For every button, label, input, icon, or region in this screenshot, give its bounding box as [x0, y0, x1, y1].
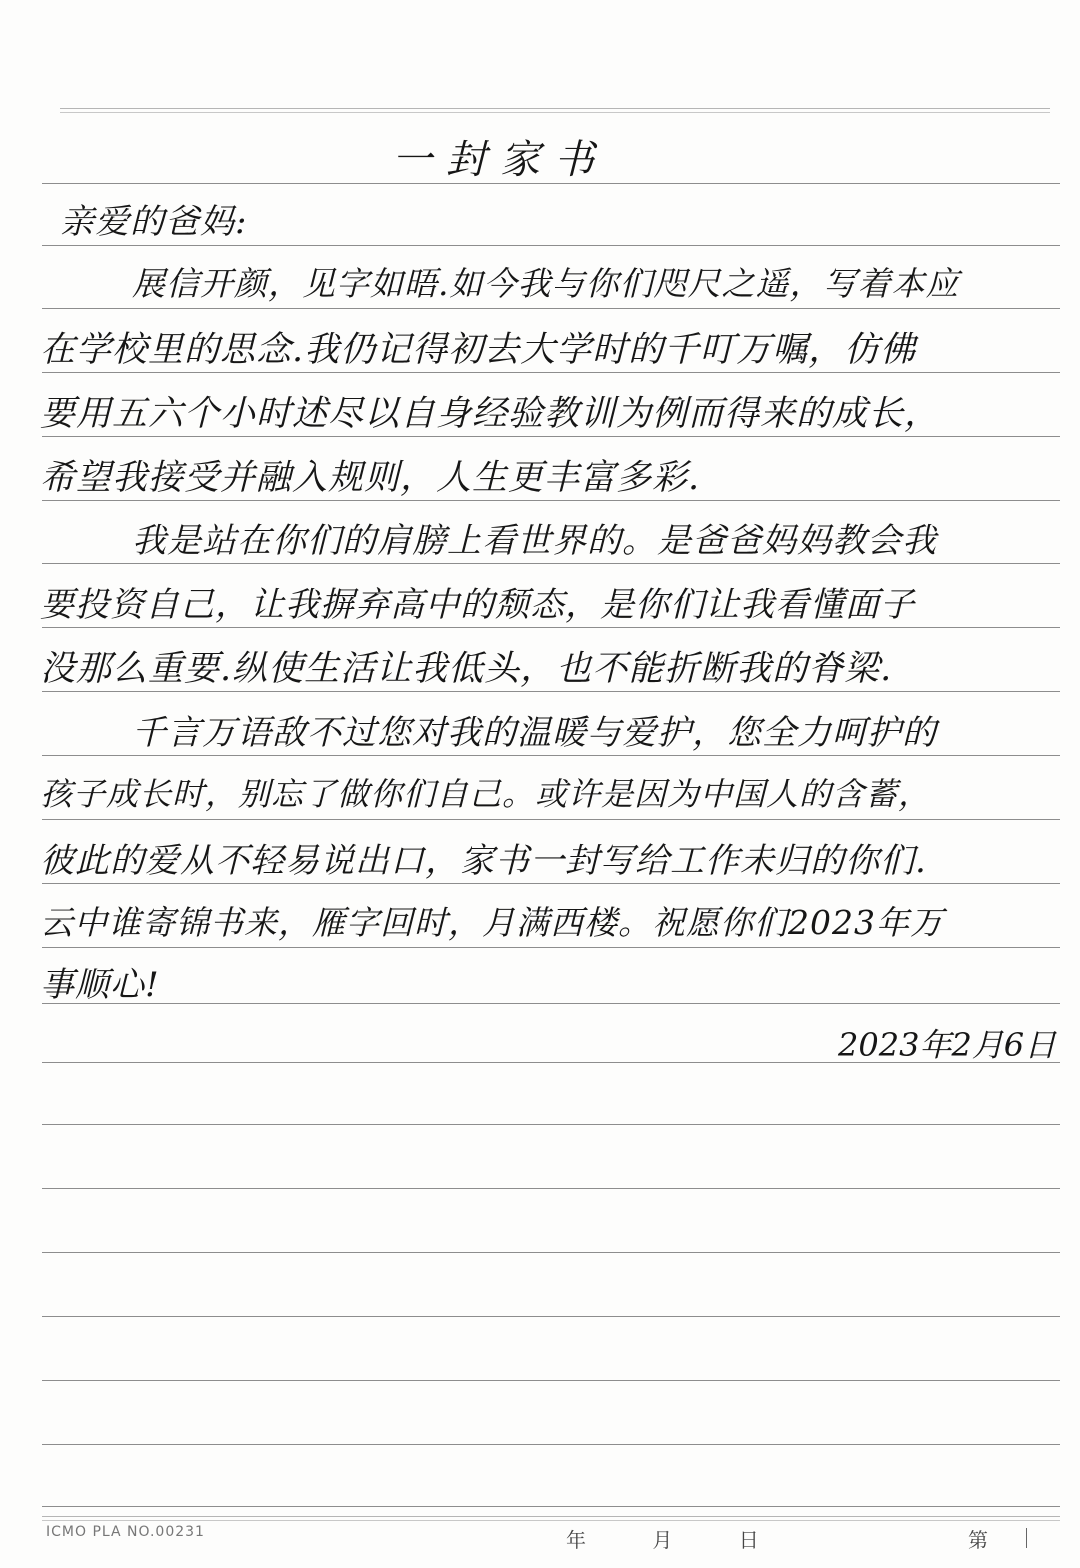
letter-line: 在学校里的思念.我仍记得初去大学时的千叮万嘱，仿佛 [40, 330, 917, 370]
ruled-line [42, 372, 1060, 373]
paper-serial-number: ICMO PLA NO.00231 [46, 1524, 205, 1540]
letter-date: 2023年2月6日 [838, 1026, 1057, 1064]
ruled-line [42, 1444, 1060, 1445]
page-number-slot [1026, 1528, 1027, 1548]
letter-line: 我是站在你们的肩膀上看世界的。是爸爸妈妈教会我 [132, 521, 937, 561]
ruled-line [42, 1003, 1060, 1004]
letter-line: 千言万语敌不过您对我的温暖与爱护，您全力呵护的 [132, 713, 937, 753]
footer-page-label: 第 [968, 1528, 988, 1552]
letter-line: 要用五六个小时述尽以自身经验教训为例而得来的成长， [40, 394, 941, 434]
ruled-line [42, 500, 1060, 501]
ruled-line [42, 1316, 1060, 1317]
ruled-line [42, 1124, 1060, 1125]
letter-greeting: 亲爱的爸妈: [60, 202, 248, 242]
ruled-line [42, 308, 1060, 309]
ruled-line [42, 1380, 1060, 1381]
letter-line: 事顺心! [40, 965, 160, 1005]
ruled-line [42, 245, 1060, 246]
footer-date-label: 年 月 日 [566, 1528, 789, 1552]
ruled-line [42, 1506, 1060, 1507]
letter-title: 一封家书 [392, 137, 608, 183]
ruled-line [42, 883, 1060, 884]
letter-line: 展信开颜，见字如晤.如今我与你们咫尺之遥，写着本应 [132, 264, 960, 303]
ruled-line [42, 1252, 1060, 1253]
ruled-line [42, 563, 1060, 564]
ruled-line [42, 755, 1060, 756]
letter-line: 云中谁寄锦书来，雁字回时，月满西楼。祝愿你们2023年万 [40, 903, 944, 942]
ruled-line [42, 1188, 1060, 1189]
letter-line: 没那么重要.纵使生活让我低头，也不能折断我的脊梁. [40, 649, 893, 689]
top-rule [60, 108, 1050, 109]
letter-line: 希望我接受并融入规则，人生更丰富多彩. [40, 458, 701, 498]
ruled-line [42, 436, 1060, 437]
bottom-rule [42, 1516, 1060, 1517]
ruled-line [42, 627, 1060, 628]
letter-line: 彼此的爱从不轻易说出口，家书一封写给工作未归的你们. [40, 841, 927, 881]
ruled-line [42, 819, 1060, 820]
letter-line: 孩子成长时，别忘了做你们自己。或许是因为中国人的含蓄， [40, 775, 932, 813]
letter-line: 要投资自己，让我摒弃高中的颓态，是你们让我看懂面子 [40, 585, 915, 625]
ruled-line [42, 947, 1060, 948]
ruled-line [42, 691, 1060, 692]
